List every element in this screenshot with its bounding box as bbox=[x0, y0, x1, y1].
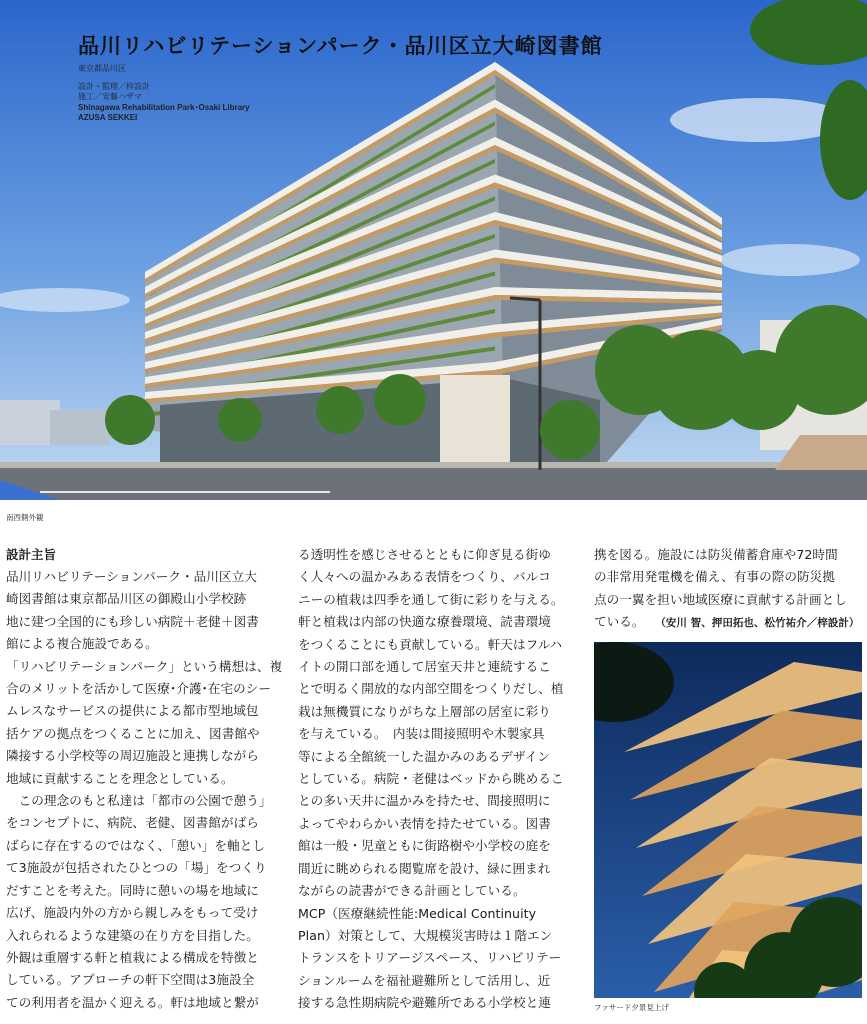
paragraph-line: 括ケアの拠点をつくることに加え、図書館や bbox=[6, 725, 260, 741]
paragraph-line: 地域に貢献することを理念としている。 bbox=[6, 770, 234, 786]
paragraph-line: 携を図る。施設には防災備蓄倉庫や72時間 bbox=[594, 547, 838, 562]
main-photo-caption: 南西側外観 bbox=[6, 513, 44, 522]
inset-photo-caption: ファサード夕景見上げ bbox=[594, 1003, 669, 1012]
design-supervision-label: 設計・監理／梓設計 bbox=[78, 82, 150, 91]
paragraph-line: 外観は重層する軒と植栽による構成を特徴と bbox=[6, 949, 259, 965]
page-title: 品川リハビリテーションパーク・品川区立大崎図書館 bbox=[78, 34, 603, 58]
paragraph-line: 接する急性期病院や避難所である小学校と連 bbox=[298, 995, 551, 1011]
paragraph-line: 点の一翼を担い地域医療に貢献する計画とし bbox=[594, 591, 847, 607]
paragraph-line: ニーの植栽は四季を通して街に彩りを与える。 bbox=[298, 591, 564, 607]
paragraph-line: ての利用者を温かく迎える。軒は地域と繋が bbox=[6, 994, 259, 1010]
paragraph-line: 「リハビリテーションパーク」という構想は、複 bbox=[6, 658, 283, 674]
paragraph-line: を与えている。 内装は間接照明や木製家具 bbox=[298, 726, 545, 742]
paragraph-line: MCP（医療継続性能:Medical Continuity bbox=[298, 905, 537, 921]
paragraph-line: ながらの読書ができる計画としている。 bbox=[298, 883, 526, 899]
paragraph-line: ションルームを福祉避難所として活用し、近 bbox=[298, 972, 551, 988]
paragraph-line: この理念のもと私達は「都市の公園で憩う」 bbox=[6, 793, 272, 809]
paragraph-line: 広げ、施設内外の方から親しみをもって受け bbox=[6, 905, 259, 921]
paragraph-line: ばらに存在するのではなく、「憩い」を軸とし bbox=[6, 837, 265, 853]
building-exterior-photo bbox=[0, 0, 867, 500]
text-column-1 bbox=[6, 566, 288, 1014]
paragraph-line: 館は一般・児童ともに街路樹や小学校の庭を bbox=[298, 838, 551, 854]
paragraph-line: 間近に眺められる閲覧席を設け、緑に囲まれ bbox=[298, 860, 551, 876]
paragraph-line: トランスをトリアージスペース、リハビリテー bbox=[298, 950, 562, 966]
paragraph-line: 品川リハビリテーションパーク・品川区立大 bbox=[6, 569, 257, 584]
author-credits: （安川 智、押田拓也、松竹祐介／梓設計） bbox=[660, 617, 860, 630]
paragraph-line: く人々への温かみある表情をつくり、バルコ bbox=[298, 569, 551, 585]
paragraph-line: 軒と植栽は内部の快適な療養環境、読書環境 bbox=[298, 614, 551, 630]
paragraph-line: 館による複合施設である。 bbox=[6, 636, 158, 652]
paragraph-line: て3施設が包括されたひとつの「場」をつくり bbox=[6, 860, 267, 876]
paragraph-line: 合のメリットを活かして医療･介護･在宅のシー bbox=[6, 681, 272, 697]
paragraph-line: をつくることにも貢献している。軒天はフルハ bbox=[298, 636, 563, 652]
construction-label: 施工／安藤ハザマ bbox=[78, 92, 142, 101]
paragraph-line: よってやわらかい表情を持たせている。図書 bbox=[298, 815, 551, 831]
paragraph-line: 崎図書館は東京都品川区の御殿山小学校跡 bbox=[6, 591, 247, 607]
facade-dusk-photo bbox=[594, 642, 862, 998]
paragraph-line: だすことを考えた。同時に憩いの場を地域に bbox=[6, 882, 259, 898]
section-heading: 設計主旨 bbox=[6, 547, 57, 562]
paragraph-line: とで明るく開放的な内部空間をつくりだし、植 bbox=[298, 681, 564, 697]
hero-photo bbox=[0, 0, 867, 500]
paragraph-line: 地に建つ全国的にも珍しい病院＋老健＋図書 bbox=[6, 613, 259, 629]
text-column-3 bbox=[594, 544, 862, 635]
paragraph-line: Plan）対策として、大規模災害時は１階エン bbox=[298, 927, 553, 943]
paragraph-line: としている。病院・老健はベッドから眺めるこ bbox=[298, 771, 564, 787]
text-column-2 bbox=[298, 544, 584, 1015]
paragraph-line: る透明性を感じさせるとともに仰ぎ見る街ゆ bbox=[298, 547, 551, 562]
paragraph-line: との多い天井に温かみを持たせ、間接照明に bbox=[298, 793, 551, 809]
paragraph-line: イトの開口部を通して居室天井と連続するこ bbox=[298, 659, 551, 675]
paragraph-line: の非常用発電機を備え、有事の際の防災拠 bbox=[594, 569, 835, 585]
paragraph-line: 栽は無機質になりがちな上層部の居室に彩り bbox=[298, 703, 551, 719]
paragraph-line: 等による全館統一した温かみのあるデザイン bbox=[298, 748, 550, 764]
paragraph-line: をコンセプトに、病院、老健、図書館がばら bbox=[6, 815, 259, 831]
paragraph-line: ムレスなサービスの提供による都市型地域包 bbox=[6, 703, 259, 719]
project-name-en: Shinagawa Rehabilitation Park･Osaki Library bbox=[78, 103, 250, 112]
firm-name-en: AZUSA SEKKEI bbox=[78, 113, 138, 122]
location-label: 東京都品川区 bbox=[78, 64, 126, 73]
inset-photo bbox=[594, 642, 862, 998]
paragraph-line: 隣接する小学校等の周辺施設と連携しながら bbox=[6, 748, 259, 764]
paragraph-line: している。アプローチの軒下空間は3施設全 bbox=[6, 972, 255, 988]
paragraph-line: 入れられるような建築の在り方を目指した。 bbox=[6, 927, 259, 943]
paragraph-line: ている。 （安川 智、押田拓也、松竹祐介／梓設計） bbox=[594, 614, 860, 630]
